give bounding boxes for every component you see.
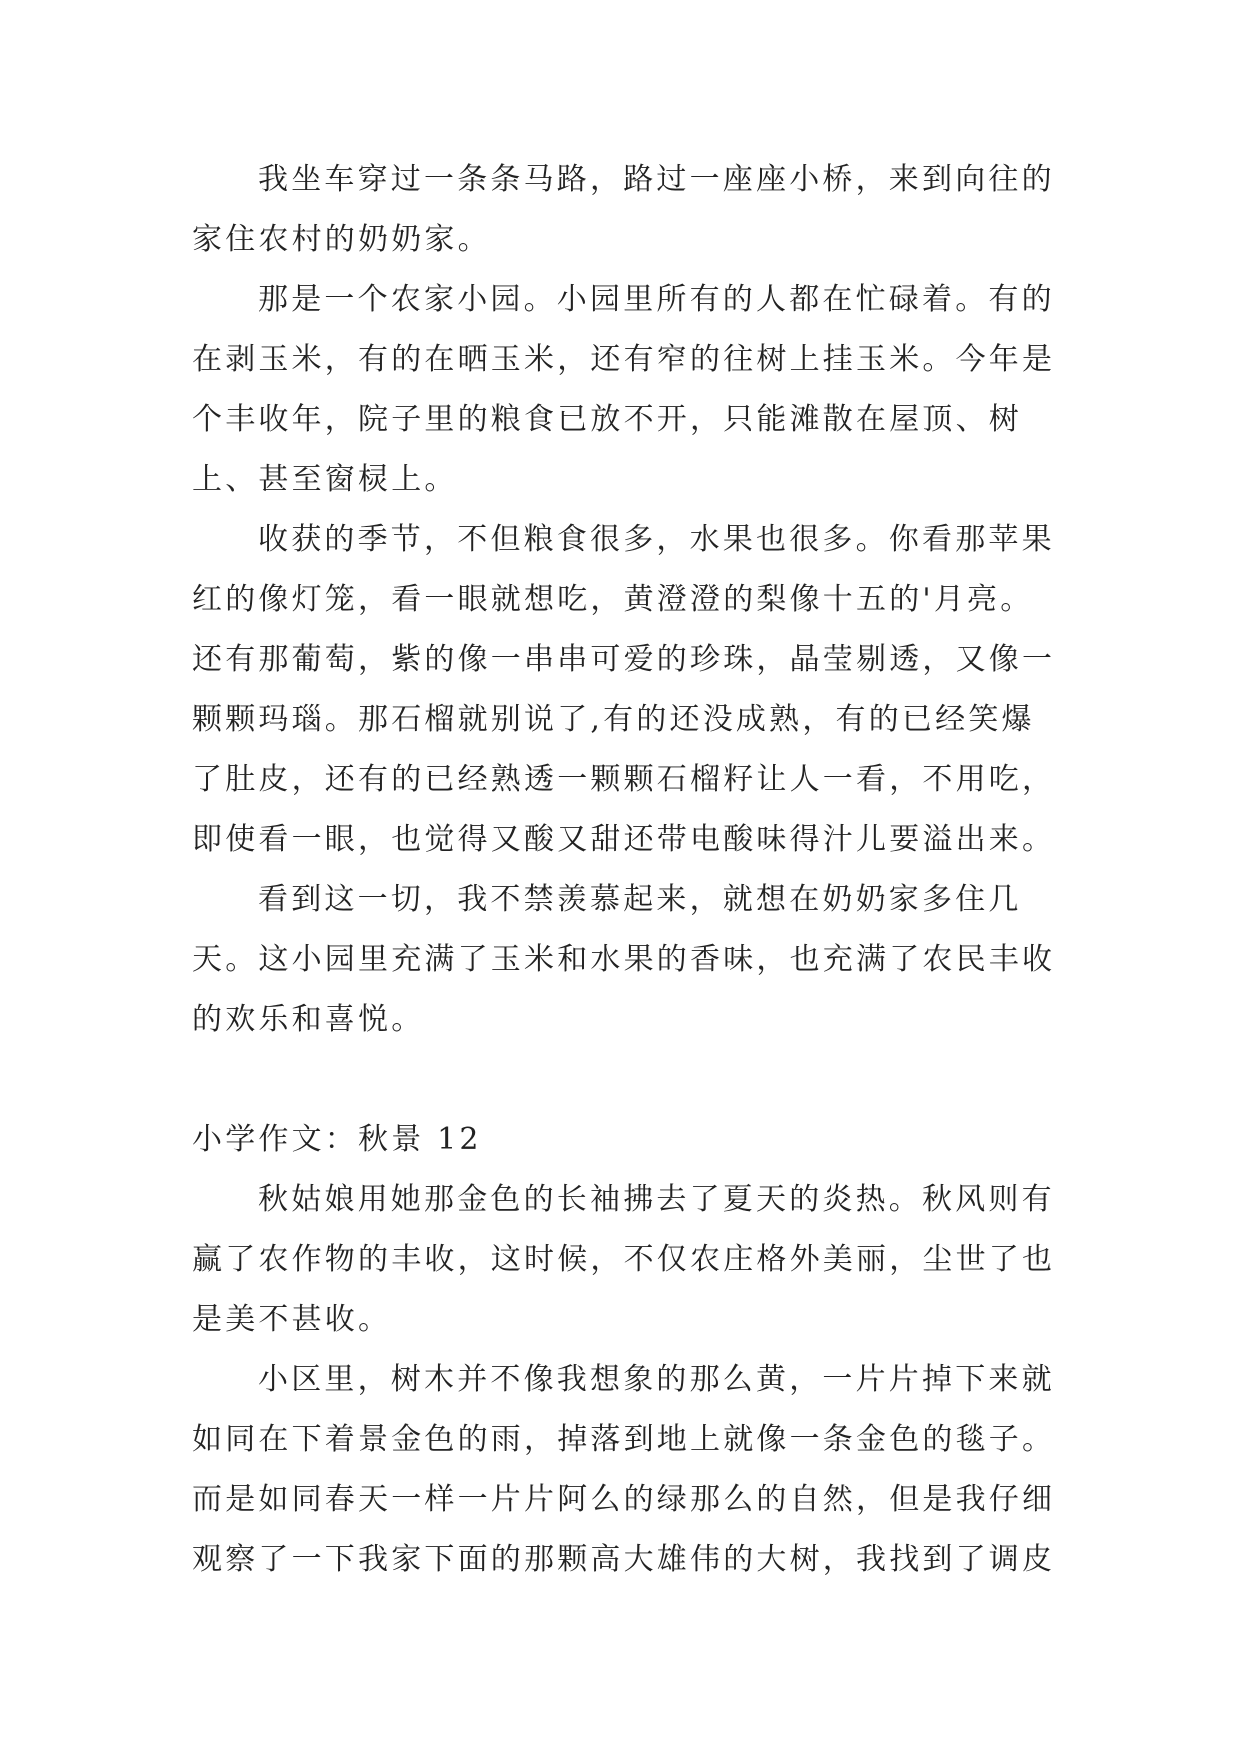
paragraph-5: 秋姑娘用她那金色的长袖拂去了夏天的炎热。秋风则有赢了农作物的丰收，这时候，不仅农庄格外美丽，尘世了也是美不甚收。: [192, 1182, 1056, 1337]
section-gap: [192, 1050, 1062, 1110]
essay-body: [192, 150, 1062, 1590]
paragraph-3: 收获的季节，不但粮食很多，水果也很多。你看那苹果红的像灯笼，看一眼就想吃，黄澄澄的梨像十五的'月亮。还有那葡萄，紫的像一串串可爱的珍珠，晶莹剔透，又像一颗颗玛瑙。那石榴就别说了,有的还没成熟，有的已经笑爆了肚皮，还有的已经熟透一颗颗石榴籽让人一看，不用吃，即使看一眼，也觉得又酸又甜还带电酸味得汁儿要溢出来。: [192, 522, 1056, 857]
paragraph-1: 我坐车穿过一条条马路，路过一座座小桥，来到向往的家住农村的奶奶家。: [192, 162, 1055, 257]
essay-title: 小学作文：秋景 12: [192, 1122, 482, 1157]
paragraph-6: 小区里，树木并不像我想象的那么黄，一片片掉下来就如同在下着景金色的雨，掉落到地上就像一条金色的毯子。而是如同春天一样一片片阿么的绿那么的自然，但是我仔细观察了一下我家下面的那颗高大雄伟的大树，我找到了调皮: [192, 1362, 1056, 1577]
paragraph-4: 看到这一切，我不禁羡慕起来，就想在奶奶家多住几天。这小园里充满了玉米和水果的香味，也充满了农民丰收的欢乐和喜悦。: [192, 882, 1056, 1037]
paragraph-2: 那是一个农家小园。小园里所有的人都在忙碌着。有的在剥玉米，有的在晒玉米，还有窄的往树上挂玉米。今年是个丰收年，院子里的粮食已放不开，只能滩散在屋顶、树上、甚至窗棂上。: [192, 282, 1056, 497]
